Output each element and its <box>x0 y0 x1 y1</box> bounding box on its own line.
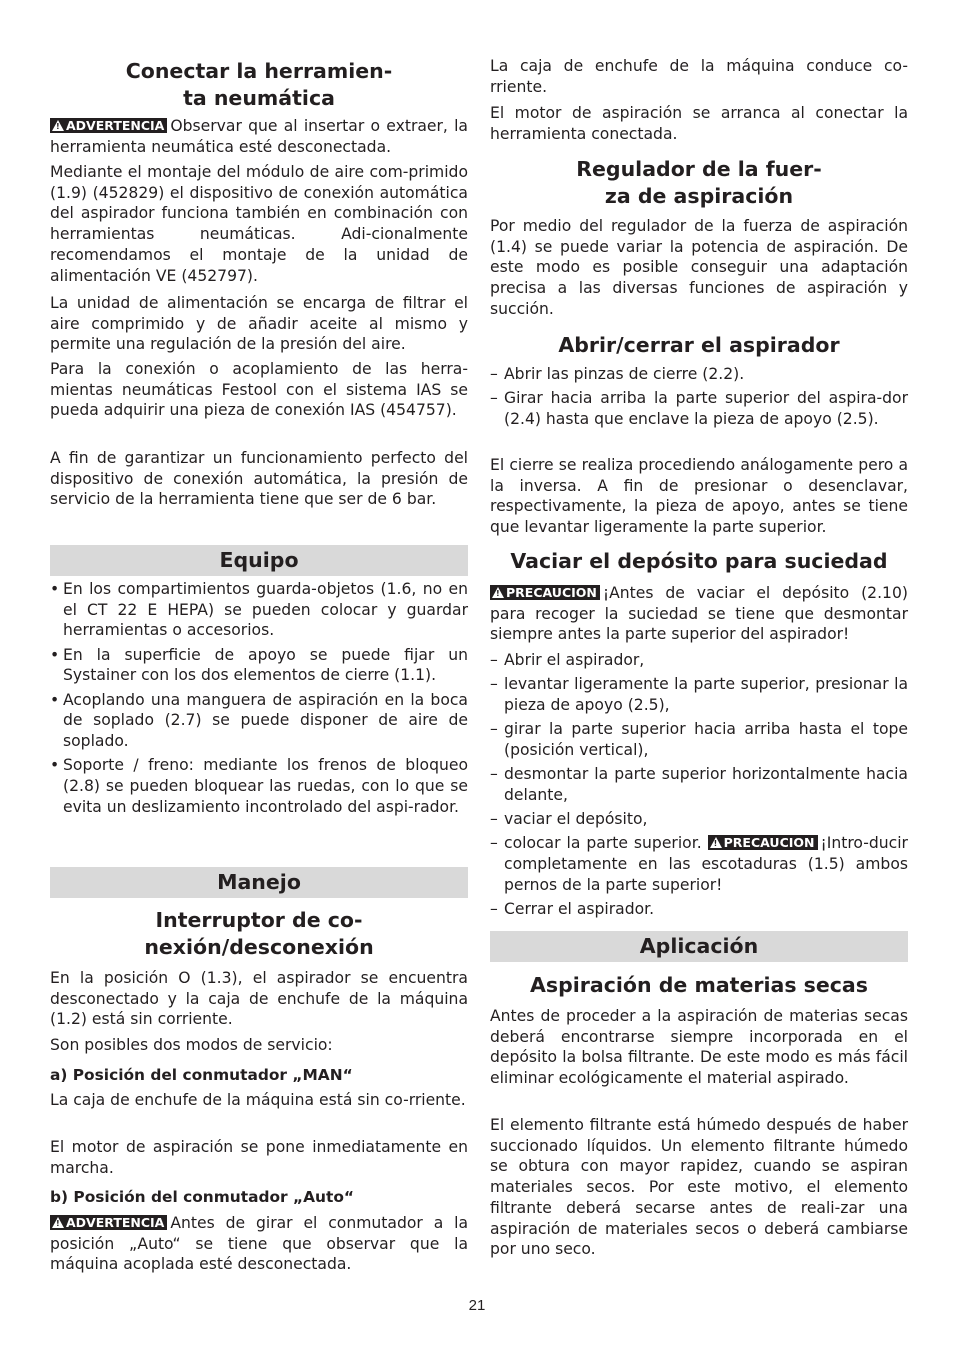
heading-aplicacion: Aplicación <box>639 934 759 958</box>
list-item <box>50 579 468 641</box>
bullet-marker: • <box>50 756 60 775</box>
vaciar-list <box>490 650 908 923</box>
warning-text: Antes de girar el conmutador a la posición „Auto“ se tiene que observar que la máquina acoplada esté desconectada. <box>50 1214 468 1274</box>
heading-interruptor <box>50 907 468 961</box>
list-item-text: girar la parte superior hacia arriba hasta el tope (posición vertical), <box>504 720 908 759</box>
heading-conectar-line2: ta neumática <box>183 86 335 110</box>
list-item-text: Cerrar el aspirador. <box>504 899 655 918</box>
dash-marker: – <box>490 720 498 739</box>
caution-badge <box>490 585 600 600</box>
list-item-text: desmontar la parte superior horizontalmente hacia delante, <box>504 765 908 804</box>
conectar-paragraph-3: Para la conexión o acoplamiento de las herra-mientas neumáticas Festool con el sistema IAS se pueda adquirir una pieza de conexión IAS (454757). <box>50 360 468 420</box>
list-item <box>490 809 908 830</box>
list-item <box>490 833 908 895</box>
warning-text: Observar que al insertar o extraer, la herramienta neumática esté desconectada. <box>50 117 468 156</box>
list-item-text: En la superficie de apoyo se puede fijar un Systainer con los dos elementos de cierre (1.1). <box>63 645 468 685</box>
list-item <box>490 674 908 715</box>
dash-marker: – <box>490 899 498 918</box>
dash-marker: – <box>490 365 498 383</box>
man-paragraph-2: El motor de aspiración se pone inmediatamente en marcha. <box>50 1138 468 1177</box>
caution-text: ¡Antes de vaciar el depósito (2.10) para recoger la suciedad se tiene que desmontar siempre antes la parte superior del aspirador! <box>490 584 908 644</box>
warning-paragraph-conectar <box>50 116 468 157</box>
list-item <box>490 650 908 671</box>
regulador-paragraph-1: Por medio del regulador de la fuerza de aspiración (1.4) se puede variar la potencia de aspiración. De este modo es posible conseguir una adaptación precisa a las diversas funciones de aspiración y succión. <box>490 217 908 318</box>
aplicacion-paragraph-2: El elemento filtrante está húmedo después de haber succionado líquidos. Un elemento filtrante húmedo se obtura con mayor rapidez, cuando se aspiran materiales secos. Por este motivo, el elemento filtrante deberá secarse antes de reali-zar una aspiración de materiales secos o deberá cambiarse por uno seco. <box>490 1116 908 1259</box>
list-item-text: ¡Intro-ducir completamente en las escotaduras (1.5) ambos pernos de la parte superior! <box>504 834 908 894</box>
dash-marker: – <box>490 389 498 408</box>
caution-paragraph-vaciar <box>490 583 908 645</box>
conectar-paragraph-2: La unidad de alimentación se encarga de filtrar el aire comprimido y de añadir aceite al mismo y permite una regulación de la presión del aire. <box>50 294 468 354</box>
heading-conectar-line1: Conectar la herramien- <box>125 59 393 83</box>
list-item-text: Soporte / freno: mediante los frenos de bloqueo (2.8) se pueden bloquear las ruedas, con lo que se evita un deslizamiento incontrolado del aspi-rador. <box>63 756 468 816</box>
abrir-list <box>490 364 908 433</box>
section-band-equipo <box>50 545 468 576</box>
conectar-paragraph-4: A fin de garantizar un funcionamiento perfecto del dispositivo de conexión automática, la presión de servicio de la herramienta tiene que ser de 6 bar. <box>50 449 468 509</box>
bullet-marker: • <box>50 580 60 598</box>
section-band-aplicacion <box>490 931 908 962</box>
heading-abrir: Abrir/cerrar el aspirador <box>558 333 840 357</box>
abrir-paragraph-1: El cierre se realiza procediendo análogamente pero a la inversa. A fin de presionar o desenclavar, respectivamente, la pieza de apoyo, antes se tiene que levantar ligeramente la parte superior. <box>490 456 908 537</box>
section-band-manejo <box>50 867 468 898</box>
heading-conectar <box>50 58 468 112</box>
list-item-text: levantar ligeramente la parte superior, presionar la pieza de apoyo (2.5), <box>504 675 908 714</box>
caution-badge-label: PRECAUCION <box>506 585 597 600</box>
list-item <box>50 755 468 817</box>
caution-badge-label: PRECAUCION <box>723 835 815 851</box>
dash-marker: – <box>490 651 498 669</box>
heading-equipo: Equipo <box>219 548 299 572</box>
warning-triangle-icon: ! <box>52 120 64 131</box>
caution-triangle-icon: ! <box>710 837 722 848</box>
list-item <box>490 764 908 805</box>
list-item <box>490 899 908 920</box>
list-item <box>490 388 908 429</box>
auto-paragraph-2: El motor de aspiración se arranca al conectar la herramienta conectada. <box>490 104 908 143</box>
warning-badge-label: ADVERTENCIA <box>66 1215 165 1230</box>
heading-man: a) Posición del conmutador „MAN“ <box>50 1066 353 1084</box>
conectar-paragraph-1: Mediante el montaje del módulo de aire com-primido (1.9) (452829) el dispositivo de conexión automática del aspirador funciona también en combinación con herramientas neumáticas. Adi-cionalmente recomendamos el montaje de la unidad de alimentación VE (452797). <box>50 163 468 285</box>
list-item-text: Girar hacia arriba la parte superior del aspira-dor (2.4) hasta que enclave la pieza de apoyo (2.5). <box>504 389 908 428</box>
bullet-marker: • <box>50 645 60 664</box>
page-number: 21 <box>468 1297 486 1314</box>
heading-interruptor-line1: Interruptor de co- <box>155 908 363 932</box>
heading-aspiracion-secas: Aspiración de materias secas <box>530 973 868 997</box>
caution-badge <box>708 835 818 850</box>
man-paragraph-1: La caja de enchufe de la máquina está sin co-rriente. <box>50 1091 466 1109</box>
dash-marker: – <box>490 834 498 853</box>
list-item-text: Abrir las pinzas de cierre (2.2). <box>504 365 745 383</box>
list-item-text: Acoplando una manguera de aspiración en la boca de soplado (2.7) se puede disponer de aire de soplado. <box>63 690 468 750</box>
heading-regulador <box>490 156 908 210</box>
caution-triangle-icon: ! <box>492 587 504 598</box>
dash-marker: – <box>490 809 498 828</box>
heading-auto: b) Posición del conmutador „Auto“ <box>50 1188 355 1206</box>
warning-triangle-icon: ! <box>52 1217 64 1228</box>
list-item-text: vaciar el depósito, <box>504 809 648 828</box>
manejo-paragraph-2: Son posibles dos modos de servicio: <box>50 1036 333 1054</box>
list-item <box>50 645 468 686</box>
list-item <box>50 690 468 752</box>
equipo-list <box>50 579 468 821</box>
heading-manejo: Manejo <box>217 870 301 894</box>
heading-interruptor-line2: nexión/desconexión <box>144 935 374 959</box>
warning-badge-label: ADVERTENCIA <box>66 118 165 133</box>
auto-paragraph-1: La caja de enchufe de la máquina conduce co-rriente. <box>490 57 908 96</box>
warning-badge <box>50 1215 167 1230</box>
heading-vaciar: Vaciar el depósito para suciedad <box>510 549 888 573</box>
aplicacion-paragraph-1: Antes de proceder a la aspiración de materias secas deberá encontrarse siempre incorporada en el depósito la bolsa filtrante. De este modo es más fácil eliminar ecológicamente el material aspirado. <box>490 1007 908 1088</box>
dash-marker: – <box>490 675 498 694</box>
list-item-text: colocar la parte superior. <box>504 834 702 853</box>
dash-marker: – <box>490 765 498 784</box>
list-item-text: En los compartimientos guarda-objetos (1.6, no en el CT 22 E HEPA) se pueden colocar y guardar herramientas o accesorios. <box>63 580 468 640</box>
list-item <box>490 364 908 385</box>
bullet-marker: • <box>50 690 60 709</box>
heading-regulador-line1: Regulador de la fuer- <box>576 157 822 181</box>
list-item-text: Abrir el aspirador, <box>504 651 645 669</box>
warning-badge <box>50 118 167 133</box>
warning-paragraph-auto <box>50 1213 468 1275</box>
list-item <box>490 719 908 760</box>
heading-regulador-line2: za de aspiración <box>604 184 794 208</box>
manejo-paragraph-1: En la posición O (1.3), el aspirador se encuentra desconectado y la caja de enchufe de la máquina (1.2) está sin corriente. <box>50 969 468 1029</box>
